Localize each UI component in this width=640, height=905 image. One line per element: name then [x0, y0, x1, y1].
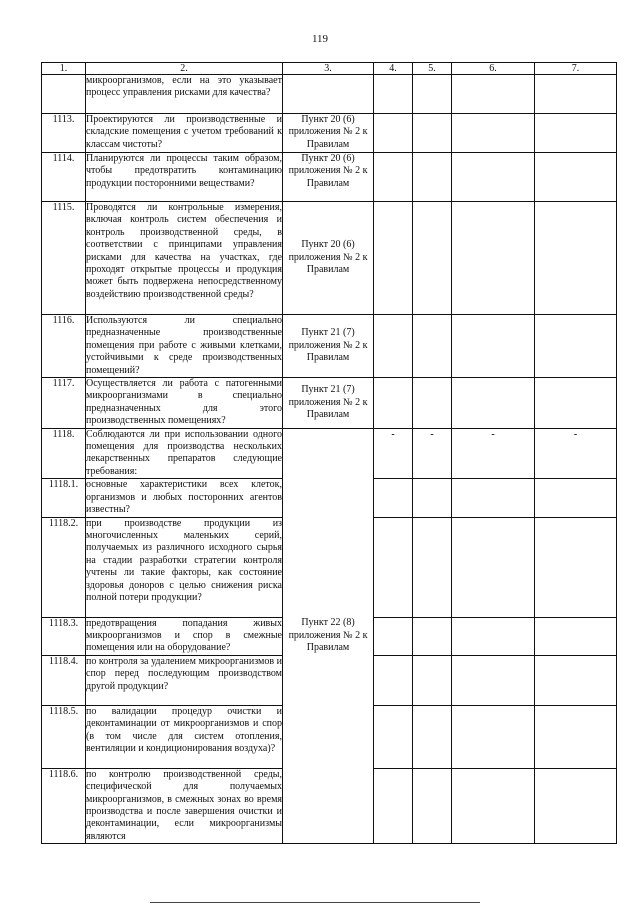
item-number: 1113.: [42, 114, 86, 153]
answer-cell[interactable]: [535, 705, 617, 768]
item-number: 1118.3.: [42, 617, 86, 655]
item-question: Проектируются ли производственные и складские помещения с учетом требований к классам чистоты?: [86, 114, 283, 153]
answer-cell[interactable]: [535, 114, 617, 153]
table-row: [42, 75, 617, 114]
table-row: [42, 202, 617, 315]
answer-cell[interactable]: [535, 617, 617, 655]
answer-cell: [452, 428, 535, 479]
item-question: Проводятся ли контрольные измерения, включая контроль систем обеспечения и контроль производственной среды, в соответствии с принципами управления рисками для качества на участках, где проходят открытые процессы и продукция может быть подвержена непосредственному воздействию производственной среды?: [86, 202, 283, 315]
scan-edge-line: [150, 902, 480, 903]
answer-cell[interactable]: [413, 705, 452, 768]
item-number: 1114.: [42, 153, 86, 202]
answer-cell[interactable]: [452, 378, 535, 429]
dash-mark: -: [430, 428, 434, 440]
answer-cell[interactable]: [413, 114, 452, 153]
answer-cell[interactable]: [374, 202, 413, 315]
answer-cell[interactable]: [374, 517, 413, 617]
item-reference: Пункт 20 (6) приложения № 2 к Правилам: [283, 202, 374, 315]
answer-cell[interactable]: [452, 153, 535, 202]
item-reference: Пункт 21 (7) приложения № 2 к Правилам: [283, 378, 374, 429]
item-question: по контроля за удалением микроорганизмов и спор перед последующим производством другой продукции?: [86, 655, 283, 705]
answer-cell[interactable]: [535, 153, 617, 202]
header-cell: 2.: [86, 63, 283, 75]
header-cell: 4.: [374, 63, 413, 75]
item-number: 1118.5.: [42, 705, 86, 768]
answer-cell: [535, 428, 617, 479]
answer-cell[interactable]: [452, 202, 535, 315]
answer-cell[interactable]: [413, 768, 452, 843]
dash-mark: -: [491, 428, 495, 440]
dash-mark: -: [391, 428, 395, 440]
item-number: 1118.4.: [42, 655, 86, 705]
item-reference: [283, 75, 374, 114]
item-number: 1118.2.: [42, 517, 86, 617]
item-question: Соблюдаются ли при использовании одного помещения для производства нескольких лекарственных препаратов следующие требования:: [86, 428, 282, 477]
page-number: 119: [311, 33, 329, 45]
answer-cell[interactable]: [535, 202, 617, 315]
answer-cell[interactable]: [452, 517, 535, 617]
table-row: [42, 315, 617, 378]
item-question: по контролю производственной среды, специфической для получаемых микроорганизмов, в смежных зонах во время производства и после завершения очистки и деконтаминации, если микроорганизмы являются: [86, 768, 282, 842]
answer-cell: [413, 428, 452, 479]
item-question: предотвращения попадания живых микроорганизмов и спор в смежные помещения или на оборудование?: [86, 617, 282, 654]
item-question: Осуществляется ли работа с патогенными микроорганизмами в специально предназначенных для этого производственных помещениях?: [86, 378, 282, 427]
answer-cell[interactable]: [413, 75, 452, 114]
answer-cell[interactable]: [413, 517, 452, 617]
answer-cell[interactable]: [452, 75, 535, 114]
item-question: микроорганизмов, если на это указывает процесс управления рисками для качества?: [86, 75, 283, 114]
table-row: [42, 428, 617, 479]
answer-cell[interactable]: [535, 479, 617, 517]
answer-cell[interactable]: [374, 705, 413, 768]
answer-cell[interactable]: [374, 768, 413, 843]
checklist-table: [41, 62, 617, 844]
answer-cell[interactable]: [535, 655, 617, 705]
answer-cell[interactable]: [413, 202, 452, 315]
item-question: при производстве продукции из многочисленных маленьких серий, получаемых из различного исходного сырья на стадии разработки стратегии контроля учтены ли такие факторы, как состояние здоровья доноров с целью снижения риска полной потери продукции?: [86, 517, 283, 617]
table-row: [42, 114, 617, 153]
header-cell: 1.: [42, 63, 86, 75]
answer-cell[interactable]: [374, 617, 413, 655]
answer-cell[interactable]: [413, 315, 452, 378]
header-cell: 5.: [413, 63, 452, 75]
answer-cell: [374, 428, 413, 479]
answer-cell[interactable]: [535, 75, 617, 114]
header-cell: 3.: [283, 63, 374, 75]
answer-cell[interactable]: [374, 114, 413, 153]
item-reference: Пункт 20 (6) приложения № 2 к Правилам: [283, 114, 374, 153]
table-row: [42, 378, 617, 429]
answer-cell[interactable]: [374, 315, 413, 378]
answer-cell[interactable]: [374, 479, 413, 517]
header-cell: 6.: [452, 63, 535, 75]
item-reference: Пункт 20 (6) приложения № 2 к Правилам: [283, 153, 374, 202]
header-row: [42, 63, 617, 75]
answer-cell[interactable]: [452, 655, 535, 705]
item-number: 1118.1.: [42, 479, 86, 517]
item-number: 1115.: [42, 202, 86, 315]
item-question: Планируются ли процессы таким образом, чтобы предотвратить контаминацию продукции посторонними веществами?: [86, 153, 283, 202]
item-number: 1118.: [42, 428, 86, 479]
answer-cell[interactable]: [452, 617, 535, 655]
answer-cell[interactable]: [452, 315, 535, 378]
answer-cell[interactable]: [413, 479, 452, 517]
answer-cell[interactable]: [452, 479, 535, 517]
item-question: Используются ли специально предназначенные производственные помещения при работе с живыми клетками, устойчивыми к среде производственных помещений?: [86, 315, 282, 376]
answer-cell[interactable]: [452, 768, 535, 843]
item-reference-merged: Пункт 22 (8) приложения № 2 к Правилам: [283, 428, 374, 844]
item-number: 1118.6.: [42, 768, 86, 843]
answer-cell[interactable]: [413, 617, 452, 655]
answer-cell[interactable]: [535, 378, 617, 429]
answer-cell[interactable]: [452, 114, 535, 153]
item-number: 1116.: [42, 315, 86, 378]
item-number: [42, 75, 86, 114]
answer-cell[interactable]: [535, 517, 617, 617]
item-question: по валидации процедур очистки и деконтаминации от микроорганизмов и спор (в том числе для систем отопления, вентиляции и кондиционирования воздуха)?: [86, 705, 283, 768]
item-reference: Пункт 21 (7) приложения № 2 к Правилам: [283, 315, 374, 378]
answer-cell[interactable]: [413, 153, 452, 202]
dash-mark: -: [573, 428, 578, 440]
header-cell: 7.: [535, 63, 617, 75]
item-number: 1117.: [42, 378, 86, 429]
answer-cell[interactable]: [374, 153, 413, 202]
table-row: [42, 153, 617, 202]
answer-cell[interactable]: [374, 75, 413, 114]
answer-cell[interactable]: [535, 768, 617, 843]
answer-cell[interactable]: [374, 655, 413, 705]
answer-cell[interactable]: [413, 378, 452, 429]
item-question: основные характеристики всех клеток, организмов и любых посторонних агентов известны?: [86, 479, 282, 516]
answer-cell[interactable]: [374, 378, 413, 429]
answer-cell[interactable]: [413, 655, 452, 705]
answer-cell[interactable]: [535, 315, 617, 378]
answer-cell[interactable]: [452, 705, 535, 768]
